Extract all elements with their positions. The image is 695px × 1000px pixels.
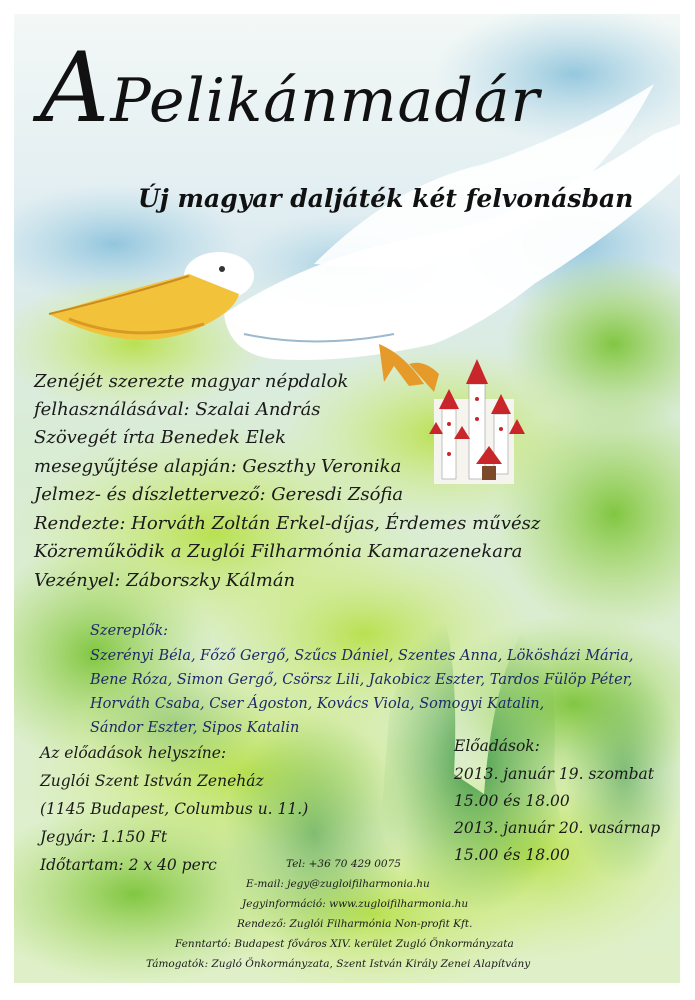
ticket-price: Jegyár: 1.150 Ft (40, 828, 168, 846)
cast-line: Bene Róza, Simon Gergő, Csörsz Lili, Jakobicz Eszter, Tardos Fülöp Péter, (90, 672, 633, 688)
performance-date: 2013. január 19. szombat (454, 765, 655, 783)
cast-heading: Szereplők: (90, 623, 168, 639)
cast-line: Sándor Eszter, Sipos Katalin (90, 720, 300, 736)
credit-line: Szövegét írta Benedek Elek (34, 427, 287, 448)
venue-line: Az előadások helyszíne: (40, 744, 227, 762)
footer-maintainer: Fenntartó: Budapest főváros XIV. kerület Zugló Önkormányzata (175, 938, 514, 950)
footer-website: Jegyinformáció: www.zugloifilharmonia.hu (242, 898, 469, 910)
credit-line: mesegyűjtése alapján: Geszthy Veronika (34, 456, 402, 477)
credit-line: Rendezte: Horváth Zoltán Erkel-díjas, Érdemes művész (34, 513, 541, 534)
credit-line: felhasználásával: Szalai András (34, 399, 321, 420)
cast-line: Horváth Csaba, Cser Ágoston, Kovács Viola, Somogyi Katalin, (90, 696, 545, 712)
poster-title (40, 32, 540, 144)
footer-email: E-mail: jegy@zugloifilharmonia.hu (246, 878, 430, 890)
credit-line: Közreműködik a Zuglói Filharmónia Kamarazenekara (34, 541, 523, 562)
title-rest: Pelikánmadár (110, 66, 541, 136)
duration: Időtartam: 2 x 40 perc (40, 856, 217, 874)
footer-supporters: Támogatók: Zugló Önkormányzata, Szent István Király Zenei Alapítvány (146, 958, 531, 970)
footer-phone: Tel: +36 70 429 0075 (286, 858, 401, 870)
performances-heading: Előadások: (454, 737, 540, 755)
venue-line: Zuglói Szent István Zeneház (40, 772, 264, 790)
performance-times: 15.00 és 18.00 (454, 846, 570, 864)
title-initial: A (40, 32, 111, 144)
performance-times: 15.00 és 18.00 (454, 792, 570, 810)
performance-date: 2013. január 20. vasárnap (454, 819, 661, 837)
credit-line: Jelmez- és díszlettervező: Geresdi Zsófia (34, 484, 404, 505)
poster-subtitle: Új magyar daljáték két felvonásban (138, 184, 634, 213)
credit-line: Vezényel: Záborszky Kálmán (34, 570, 296, 591)
credit-line: Zenéjét szerezte magyar népdalok (34, 371, 349, 392)
venue-line: (1145 Budapest, Columbus u. 11.) (40, 800, 309, 818)
poster (14, 14, 680, 983)
cast-line: Szerényi Béla, Főző Gergő, Szűcs Dániel, Szentes Anna, Lökösházi Mária, (90, 648, 634, 664)
footer-organizer: Rendező: Zuglói Filharmónia Non-profit Kft. (237, 918, 473, 930)
